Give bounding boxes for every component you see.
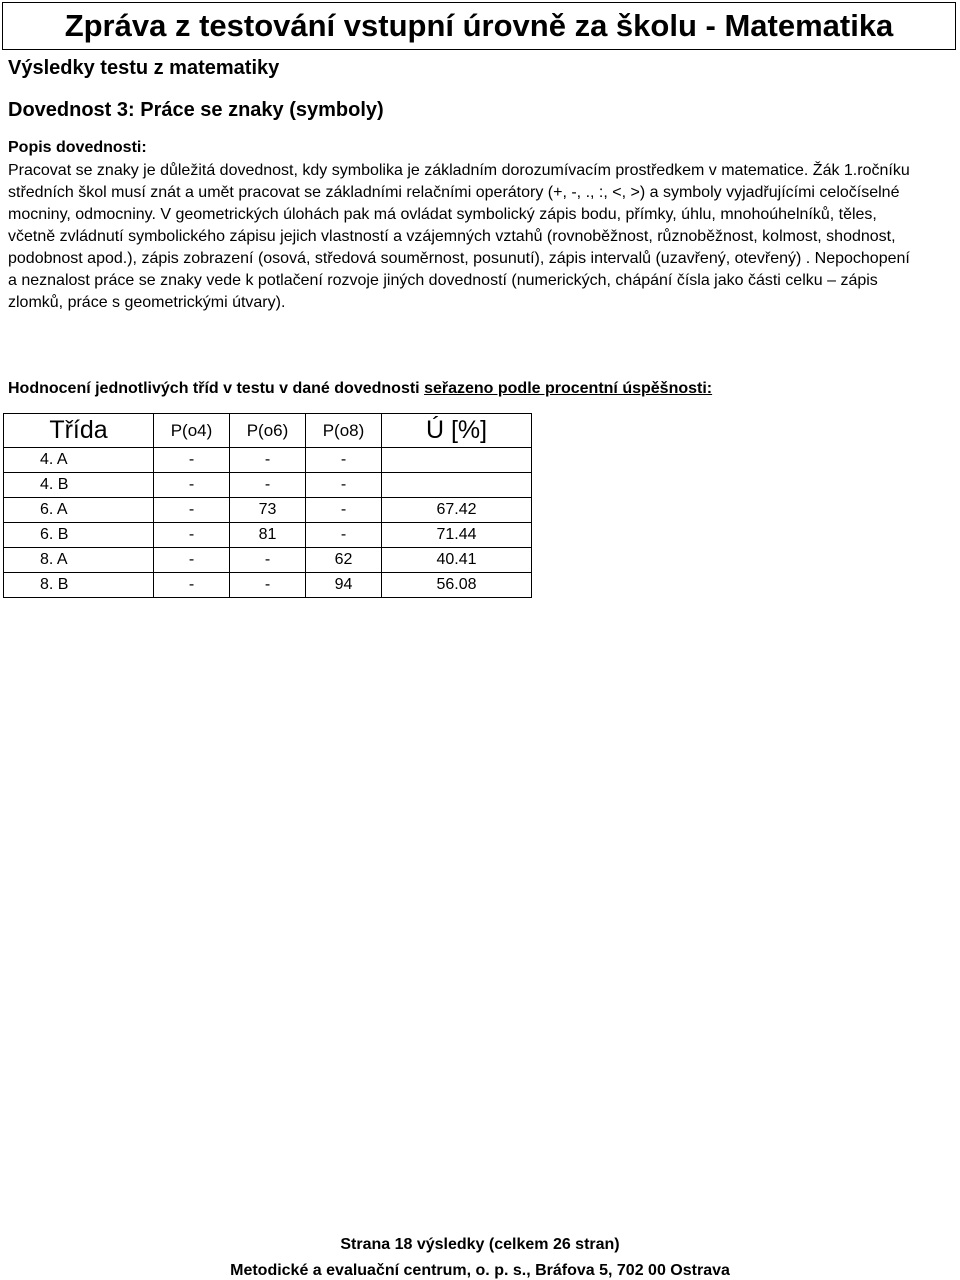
- class-cell: 4. A: [4, 448, 154, 473]
- table-row: [4, 473, 532, 498]
- success-rate-cell: 56.08: [382, 573, 532, 598]
- success-rate-cell: 71.44: [382, 523, 532, 548]
- p-o6-cell: -: [230, 573, 306, 598]
- p-o8-cell: -: [306, 523, 382, 548]
- section-subtitle: Výsledky testu z matematiky: [8, 57, 280, 79]
- p-o8-cell: 94: [306, 573, 382, 598]
- table-row: [4, 548, 532, 573]
- column-header-p-o4: P(o4): [154, 414, 230, 448]
- p-o4-cell: -: [154, 523, 230, 548]
- table-row: [4, 573, 532, 598]
- p-o4-cell: -: [154, 498, 230, 523]
- p-o8-cell: -: [306, 473, 382, 498]
- ranking-heading-sort-note: seřazeno podle procentní úspěšnosti:: [424, 380, 713, 397]
- column-header-p-o6: P(o6): [230, 414, 306, 448]
- report-title: Zpráva z testování vstupní úrovně za školu - Matematika: [2, 2, 956, 50]
- p-o6-cell: -: [230, 448, 306, 473]
- ranking-heading-prefix: Hodnocení jednotlivých tříd v testu v dané dovednosti: [8, 380, 420, 397]
- class-cell: 6. B: [4, 523, 154, 548]
- ranking-heading: [8, 380, 712, 398]
- success-rate-cell: 67.42: [382, 498, 532, 523]
- table-row: [4, 523, 532, 548]
- p-o4-cell: -: [154, 573, 230, 598]
- p-o6-cell: -: [230, 473, 306, 498]
- p-o8-cell: 62: [306, 548, 382, 573]
- class-cell: 8. A: [4, 548, 154, 573]
- p-o6-cell: -: [230, 548, 306, 573]
- table-row: [4, 498, 532, 523]
- p-o4-cell: -: [154, 548, 230, 573]
- class-cell: 4. B: [4, 473, 154, 498]
- p-o8-cell: -: [306, 498, 382, 523]
- p-o6-cell: 73: [230, 498, 306, 523]
- column-header-p-o8: P(o8): [306, 414, 382, 448]
- class-cell: 6. A: [4, 498, 154, 523]
- results-table: [3, 413, 532, 598]
- page-number: Strana 18 výsledky (celkem 26 stran): [340, 1236, 620, 1253]
- column-header-class: Třída: [4, 414, 154, 448]
- table-row: [4, 448, 532, 473]
- success-rate-cell: [382, 473, 532, 498]
- skill-heading: Dovednost 3: Práce se znaky (symboly): [8, 99, 384, 121]
- success-rate-cell: [382, 448, 532, 473]
- organization-footer: Metodické a evaluační centrum, o. p. s., Bráfova 5, 702 00 Ostrava: [230, 1262, 730, 1279]
- description-label: Popis dovednosti:: [8, 139, 147, 156]
- column-header-success-rate: Ú [%]: [382, 414, 532, 448]
- p-o4-cell: -: [154, 448, 230, 473]
- p-o6-cell: 81: [230, 523, 306, 548]
- success-rate-cell: 40.41: [382, 548, 532, 573]
- description-text: Pracovat se znaky je důležitá dovednost, kdy symbolika je základním dorozumívacím prostředkem v matematice. Žák 1.ročníku středních škol musí znát a umět pracovat se základními relačními operátory (+, -, ., :, <, >) a symboly vyjadřujícími celočíselné mocniny, odmocniny. V geometrických úlohách pak má ovládat symbolický zápis bodu, přímky, úhlu, mnohoúhelníků, těles, včetně zvládnutí symbolického zápisu jejich vlastností a vzájemných vztahů (rovnoběžnost, různoběžnost, kolmost, shodnost, podobnost apod.), zápis zobrazení (osová, středová souměrnost, posunutí), zápis intervalů (uzavřený, otevřený) . Nepochopení a neznalost práce se znaky vede k potlačení rozvoje jiných dovedností (numerických, chápání čísla jako části celku – zápis zlomků, práce s geometrickými útvary).: [8, 162, 910, 311]
- p-o4-cell: -: [154, 473, 230, 498]
- p-o8-cell: -: [306, 448, 382, 473]
- class-cell: 8. B: [4, 573, 154, 598]
- table-header-row: [4, 414, 532, 448]
